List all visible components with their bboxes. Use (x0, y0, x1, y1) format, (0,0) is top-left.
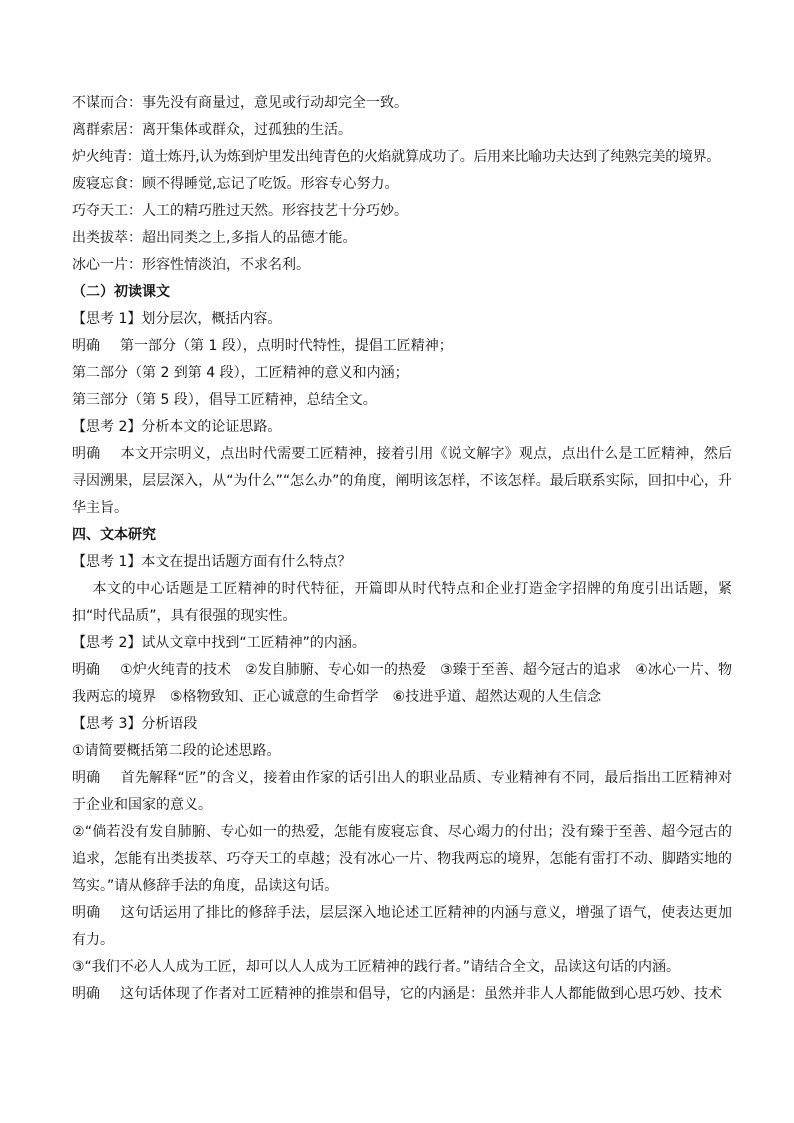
idiom-entry: 废寝忘食：顾不得睡觉,忘记了吃饭。形容专心努力。 (72, 176, 399, 192)
question: 【思考 3】分析语段 (72, 716, 198, 732)
idiom-entry: 不谋而合：事先没有商量过，意见或行动却完全一致。 (72, 95, 408, 111)
sub-question: ②“倘若没有发自肺腑、专心如一的热爱，怎能有废寝忘食、尽心竭力的付出；没有臻于至善、超今冠古的追求，怎能有出类拔萃、巧夺天工的卓越；没有冰心一片、物我两忘的境界，怎能有雷打不动、脚踏实地的笃实。”请从修辞手法的角度，品读这句话。 (72, 824, 732, 894)
answer-label: 明确 (72, 905, 101, 921)
question: 【思考 2】分析本文的论证思路。 (72, 419, 282, 435)
sub-question: ①请简要概括第二段的论述思路。 (72, 743, 281, 759)
answer-text (72, 576, 732, 630)
answer (72, 657, 732, 711)
answer-text: 这句话体现了作者对工匠精神的推崇和倡导，它的内涵是：虽然并非人人都能做到心思巧妙、技术 (120, 986, 722, 1002)
answer-text: 第三部分（第 5 段），倡导工匠精神，总结全文。 (72, 392, 377, 408)
section-heading: （二）初读课文 (72, 284, 170, 300)
answer-text: 这句话运用了排比的修辞手法，层层深入地论述工匠精神的内涵与意义，增强了语气，使表达更加有力。 (72, 905, 733, 948)
answer-label: 明确 (72, 770, 101, 786)
answer-text: 第二部分（第 2 到第 4 段），工匠精神的意义和内涵； (72, 365, 409, 381)
section-heading: 四、文本研究 (72, 527, 156, 543)
answer-text: 第一部分（第 1 段），点明时代特性，提倡工匠精神； (120, 338, 453, 354)
answer-text: ①炉火纯青的技术 ②发自肺腑、专心如一的热爱 ③臻于至善、超今冠古的追求 ④冰心一片、物我两忘的境界 ⑤格物致知、正心诚意的生命哲学 ⑥技进乎道、超然达观的人生信念 (72, 662, 732, 705)
answer-text: 首先解释“匠”的含义，接着由作家的话引出人的职业品质、专业精神有不同，最后指出工匠精神对于企业和国家的意义。 (72, 770, 732, 813)
question: 【思考 1】划分层次，概括内容。 (72, 311, 282, 327)
answer-label: 明确 (72, 446, 101, 462)
answer (72, 981, 732, 1008)
answer-label: 明确 (72, 338, 100, 354)
sub-question: ③“我们不必人人成为工匠，却可以人人成为工匠精神的践行者。”请结合全文，品读这句话的内涵。 (72, 959, 681, 975)
idiom-entry: 炉火纯青：道士炼丹,认为炼到炉里发出纯青色的火焰就算成功了。后用来比喻功夫达到了纯熟完美的境界。 (72, 149, 721, 165)
answer-label: 明确 (72, 662, 101, 678)
answer-text-body: 本文的中心话题是工匠精神的时代特征，开篇即从时代特点和企业打造金字招牌的角度引出话题，紧扣“时代品质”，具有很强的现实性。 (72, 581, 732, 624)
idiom-list (72, 90, 732, 279)
section-yanjiu (72, 522, 732, 1008)
idiom-entry: 巧夺天工：人工的精巧胜过天然。形容技艺十分巧妙。 (72, 203, 408, 219)
section-chudu (72, 279, 732, 522)
idiom-entry: 出类拔萃：超出同类之上,多指人的品德才能。 (72, 230, 357, 246)
answer (72, 441, 732, 522)
question: 【思考 1】本文在提出话题方面有什么特点？ (72, 554, 352, 570)
answer-text: 本文开宗明义，点出时代需要工匠精神，接着引用《说文解字》观点，点出什么是工匠精神，然后寻因溯果，层层深入，从“为什么”“怎么办”的角度，阐明该怎样，不该怎样。最后联系实际，回扣中心，升华主旨。 (72, 446, 733, 516)
idiom-entry: 离群索居：离开集体或群众，过孤独的生活。 (72, 122, 352, 138)
answer (72, 333, 732, 360)
document-page (72, 90, 732, 1008)
answer (72, 765, 732, 819)
question: 【思考 2】试从文章中找到“工匠精神”的内涵。 (72, 635, 366, 651)
answer-label: 明确 (72, 986, 100, 1002)
idiom-entry: 冰心一片：形容性情淡泊，不求名利。 (72, 257, 310, 273)
answer (72, 900, 732, 954)
